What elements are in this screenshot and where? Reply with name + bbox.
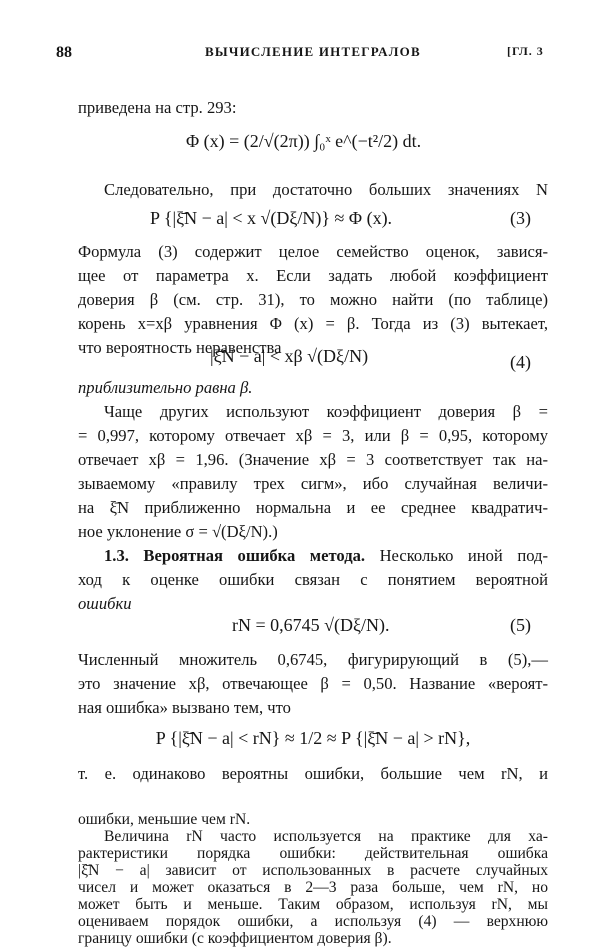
section-heading: 1.3. Вероятная ошибка метода. — [104, 546, 366, 565]
formula-4: |ξ̄N − a| < xβ √(Dξ/N) — [210, 346, 369, 366]
text-line: = 0,997, которому отвечает xβ = 3, или β = 0,95, которому — [78, 426, 548, 445]
text-line: чисел и может оказаться в 2—3 раза больше, чем rN, но — [78, 879, 548, 896]
text-line: границу ошибки (с коэффициентом доверия β). — [78, 930, 392, 947]
text-line: отвечает xβ = 1,96. (Значение xβ = 3 соответствует так на- — [78, 450, 548, 469]
text-line: щее от параметра x. Если задать любой коэффициент — [78, 266, 548, 285]
text-line: доверия β (см. стр. 31), то можно найти (по таблице) — [78, 290, 548, 309]
text-line — [104, 544, 548, 568]
formula-number: (3) — [510, 208, 531, 228]
text-line: может быть и меньше. Таким образом, используя rN, мы — [78, 896, 548, 913]
heading-continuation: Несколько иной под- — [365, 546, 548, 565]
text-line: ошибки, меньшие чем rN. — [78, 811, 251, 828]
text-line: это значение xβ, отвечающее β = 0,50. Название «вероят- — [78, 674, 548, 693]
text-line: зываемому «правилу трех сигм», ибо случайная величи- — [78, 474, 548, 493]
text-line: приблизительно равна β. — [78, 378, 253, 397]
formula-phi: Φ (x) = (2/√(2π)) ∫₀ˣ e^(−t²/2) dt. — [186, 131, 422, 151]
text-line: Следовательно, при достаточно больших значениях N — [104, 180, 548, 199]
formula-3: P {|ξ̄N − a| < x √(Dξ/N)} ≈ Φ (x). — [150, 208, 393, 228]
text-line: ная ошибка» вызвано тем, что — [78, 698, 291, 717]
text-line: что вероятность неравенства — [78, 338, 282, 357]
formula-number: (5) — [510, 615, 531, 635]
chapter-label: [ГЛ. 3 — [507, 44, 544, 58]
text-line: оцениваем порядок ошибки, а используя (4) — верхнюю — [78, 913, 548, 930]
formula-number: (4) — [510, 352, 531, 372]
text-line: Чаще других используют коэффициент доверия β = — [104, 402, 548, 421]
page-number: 88 — [56, 44, 72, 61]
text-line: Численный множитель 0,6745, фигурирующий в (5),— — [78, 650, 548, 669]
text-line: Формула (3) содержит целое семейство оценок, завися- — [78, 242, 548, 261]
text-line: на ξ̄N приближенно нормальна и ее среднее квадратич- — [78, 498, 548, 517]
text-line: ошибки — [78, 594, 132, 613]
text-line: приведена на стр. 293: — [78, 98, 237, 117]
text-line: т. е. одинаково вероятны ошибки, большие чем rN, и — [78, 764, 548, 783]
text-line: корень x=xβ уравнения Φ (x) = β. Тогда из (3) вытекает, — [78, 314, 548, 333]
text-line: |ξ̄N − a| зависит от использованных в расчете случайных — [78, 862, 548, 879]
running-title: ВЫЧИСЛЕНИЕ ИНТЕГРАЛОВ — [205, 44, 421, 59]
text-line: рактеристики порядка ошибки: действительная ошибка — [78, 845, 548, 862]
text-line: ход к оценке ошибки связан с понятием вероятной — [78, 570, 548, 589]
text-line: Величина rN часто используется на практике для ха- — [104, 828, 548, 845]
text-line: ное уклонение σ = √(Dξ/N).) — [78, 522, 278, 541]
formula-probable-error: P {|ξ̄N − a| < rN} ≈ 1/2 ≈ P {|ξ̄N − a| > rN}, — [155, 728, 471, 748]
formula-5: rN = 0,6745 √(Dξ/N). — [232, 615, 390, 635]
